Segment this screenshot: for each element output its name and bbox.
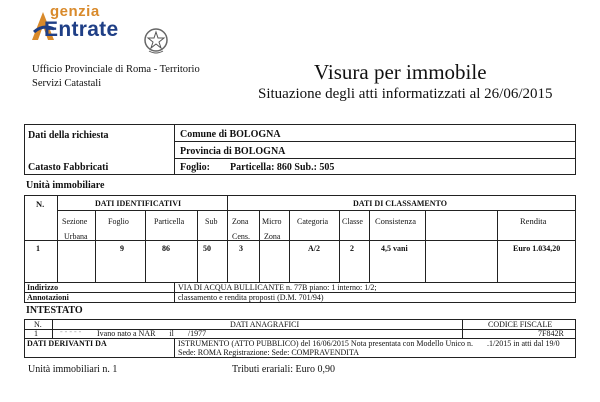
republic-seal-icon (143, 27, 169, 55)
office-service: Servizi Catastali (32, 78, 102, 89)
annotazioni-value: classamento e rendita proposti (D.M. 701/94) (178, 293, 324, 302)
redacted-name: ‑ ‑ ‑ ‑ ‑ (60, 327, 82, 336)
richiesta-comune: Comune di BOLOGNA (180, 129, 281, 140)
intestato-row-n: 1 (34, 329, 38, 338)
page-subtitle: Situazione degli atti informatizzati al 26/06/2015 (258, 86, 553, 102)
logo-text-bottom: Entrate (44, 18, 119, 41)
intestato-row-anagrafici: Ivano nato a NAR il /1977 (97, 329, 207, 338)
col-consistenza: Consistenza (375, 216, 417, 226)
col-micro-zona: Zona (264, 232, 281, 241)
unita-row-rendita: Euro 1.034,20 (513, 244, 561, 253)
intestato-row-cf: 7F842R (538, 329, 564, 338)
col-sezione: Sezione (62, 217, 88, 226)
unita-row-n: 1 (36, 244, 40, 253)
col-sub: Sub (205, 217, 218, 226)
unita-row-classe: 2 (350, 244, 354, 253)
unita-section-title: Unità immobiliare (26, 180, 105, 191)
derivanti-line1-end: .1/2015 in atti dal 19/0 (487, 339, 560, 348)
intestato-section-title: INTESTATO (26, 305, 83, 316)
unita-n-header: N. (36, 199, 45, 209)
indirizzo-value: VIA DI ACQUA BULLICANTE n. 77B piano: 1 interno: 1/2; (178, 283, 377, 292)
richiesta-label: Dati della richiesta (28, 130, 109, 141)
catasto-label: Catasto Fabbricati (28, 162, 109, 173)
col-cens: Cens. (232, 232, 250, 241)
logo-text-top: genzia (50, 3, 100, 20)
particella-sub: Particella: 860 Sub.: 505 (230, 162, 335, 173)
col-particella: Particella (154, 217, 185, 226)
annotazioni-label: Annotazioni (27, 293, 69, 302)
dati-identificativi-header: DATI IDENTIFICATIVI (95, 199, 182, 208)
col-categoria: Categoria (297, 217, 329, 226)
unita-row-categoria: A/2 (308, 244, 320, 253)
tributi-erariali: Tributi erariali: Euro 0,90 (232, 364, 335, 375)
col-classe: Classe (342, 217, 363, 226)
codice-fiscale-header: CODICE FISCALE (488, 320, 553, 329)
unita-row-foglio: 9 (120, 244, 124, 253)
unita-row-particella: 86 (162, 244, 170, 253)
unita-count: Unità immobiliari n. 1 (28, 364, 118, 375)
col-urbana: Urbana (64, 232, 88, 241)
office-name: Ufficio Provinciale di Roma - Territorio (32, 64, 200, 75)
unita-row-consistenza: 4,5 vani (381, 244, 408, 253)
col-foglio: Foglio (108, 217, 129, 226)
derivanti-line2: Sede: ROMA Registrazione: Sede: COMPRAVENDITA (178, 348, 359, 357)
intestato-n-header: N. (34, 320, 42, 329)
unita-row-sub: 50 (203, 244, 211, 253)
unita-row-zona: 3 (239, 244, 243, 253)
col-rendita: Rendita (520, 216, 547, 226)
indirizzo-label: Indirizzo (27, 283, 59, 292)
dati-anagrafici-header: DATI ANAGRAFICI (230, 320, 300, 329)
derivanti-label: DATI DERIVANTI DA (27, 339, 107, 348)
foglio-label: Foglio: (180, 162, 210, 173)
derivanti-line1: ISTRUMENTO (ATTO PUBBLICO) del 16/06/2015 Nota presentata con Modello Unico n. (178, 339, 474, 348)
page-title: Visura per immobile (314, 60, 487, 84)
richiesta-provincia: Provincia di BOLOGNA (180, 146, 286, 157)
col-micro: Micro (262, 217, 282, 226)
col-zona: Zona (232, 217, 249, 226)
dati-classamento-header: DATI DI CLASSAMENTO (353, 199, 447, 208)
